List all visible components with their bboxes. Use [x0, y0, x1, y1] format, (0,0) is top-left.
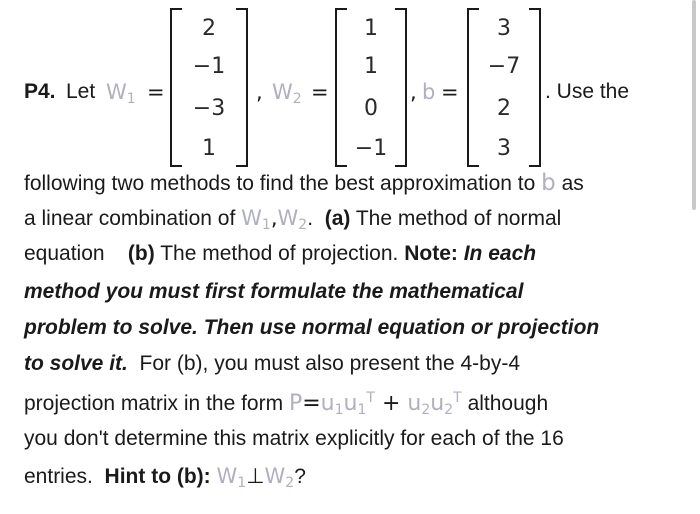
- problem-label: P4.: [24, 80, 56, 103]
- matrix-w2: [335, 8, 407, 163]
- b-entry: 3: [497, 136, 511, 161]
- b-entry: 2: [497, 96, 511, 121]
- equals-sign: =: [311, 80, 329, 104]
- w1-entry: 1: [202, 136, 216, 161]
- matrix-w1: [170, 8, 248, 163]
- w1-symbol: $W_1$: [106, 80, 136, 107]
- scrollbar[interactable]: [692, 0, 696, 210]
- text-line-7: projection matrix in the form $P=u_1u_1^T + u_2u_2^T$ although: [24, 390, 549, 418]
- matrix-b: [467, 8, 541, 163]
- text-line-6: to solve it. For (b), you must also present the 4-by-4: [24, 352, 521, 375]
- comma: ,: [410, 80, 417, 104]
- equals-sign: =: [147, 80, 165, 104]
- w2-symbol: $W_2$: [272, 80, 302, 107]
- b-symbol: b: [422, 80, 436, 104]
- matrix-row: [0, 0, 700, 170]
- text-line-8: you don't determine this matrix explicitly for each of the 16: [24, 427, 564, 450]
- comma: ,: [256, 80, 263, 104]
- text-line-9: entries. Hint to (b): $W_1\perp W_2$?: [24, 464, 306, 491]
- text-line-2: a linear combination of $W_1,W_2$. (a) The method of normal: [24, 206, 562, 233]
- w2-entry: 0: [364, 96, 378, 121]
- w1-entry: −1: [192, 54, 226, 79]
- w1-entry: −3: [192, 96, 226, 121]
- text-line-1: following two methods to find the best approximation to b as: [24, 170, 584, 196]
- w2-entry: 1: [364, 16, 378, 41]
- b-entry: −7: [487, 54, 521, 79]
- w2-entry: 1: [364, 54, 378, 79]
- b-entry: 3: [497, 16, 511, 41]
- equals-sign: =: [441, 80, 459, 104]
- w2-entry: −1: [354, 136, 388, 161]
- text-line-5: problem to solve. Then use normal equation or projection: [24, 316, 600, 339]
- use-the-text: . Use the: [545, 80, 630, 103]
- let-text: Let: [66, 80, 96, 103]
- w1-entry: 2: [202, 16, 216, 41]
- text-line-4: method you must first formulate the mathematical: [24, 280, 524, 303]
- text-line-3: equation (b) The method of projection. Note: In each: [24, 242, 537, 265]
